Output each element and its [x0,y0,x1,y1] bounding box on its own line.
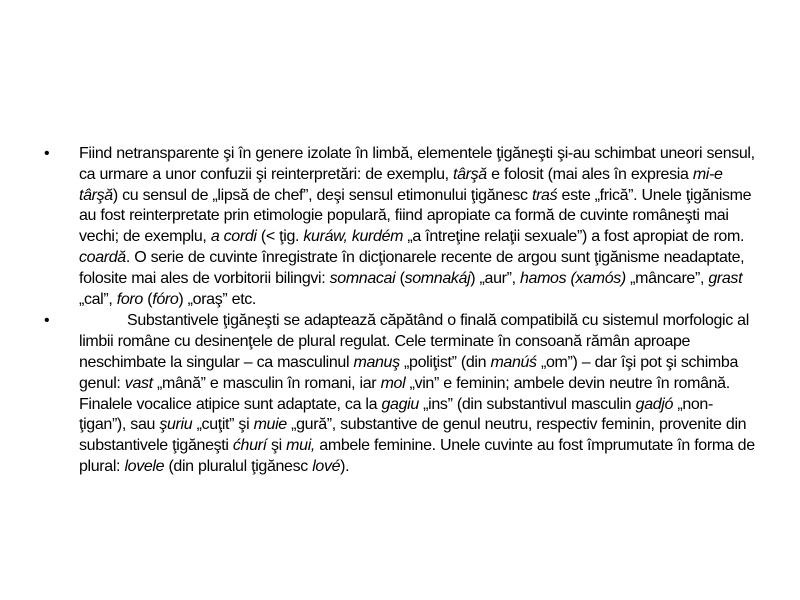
text-run: (< ţig. [256,228,304,246]
text-run: „mâncare”, [625,269,709,287]
italic-term: gadjó [635,395,674,413]
italic-term: gagiu [381,395,419,413]
italic-term: mi-e târşă [79,165,723,204]
bullet-item-1 [44,144,756,310]
text-run: „vin” e feminin; ambele devin neutre în română. Finalele vocalice atipice sunt adaptate, ca la [79,374,730,413]
text-run: ambele feminine. Unele cuvinte au fost împrumutate în forma de plural: [79,437,755,475]
bullet-item-2 [44,311,756,477]
bullet-list [44,144,756,479]
text-run: ) „aur”, [470,269,520,287]
text-run: (din pluralul ţigănesc [164,457,313,475]
italic-term: somnakáj [404,269,471,287]
italic-term: şuriu [159,416,193,434]
text-run: Fiind netransparente şi în genere izolate în limbă, elementele ţigăneşti şi-au schimbat uneori sensul, ca urmare a unor confuzii şi reinterpretări: de exemplu, [79,145,755,183]
italic-term: vast [124,374,153,392]
text-run: „gură”, substantive de genul neutru, respectiv feminin, provenite din substantivele ţigăneşti [79,416,747,455]
italic-term: kuráw, kurdém [303,228,404,246]
text-run: ) cu sensul de „lipsă de chef”, deşi sensul etimonului ţigănesc [112,186,532,204]
text-run: şi [266,437,287,455]
text-run: e folosit (mai ales în expresia [486,165,693,183]
italic-term: lovele [124,457,165,475]
text-run: „mână” e masculin în romani, iar [152,374,381,392]
text-run: „cal”, [79,290,117,308]
italic-term: traś [531,186,558,204]
text-run: ) „oraş” etc. [178,290,257,308]
italic-term: hamos (xamós) [519,269,626,287]
text-run: „non-ţigan”), sau [79,395,713,434]
text-run: ). [340,457,350,475]
text-run: . O serie de cuvinte înregistrate în dicţionarele recente de argou sunt ţigănisme neadaptate, folosite mai ales de vorbitorii bilingvi: [79,248,745,287]
text-run: „om”) – dar îşi pot şi schimba genul: [79,353,738,392]
italic-term: muie [253,416,287,434]
bullet-icon: • [44,312,50,330]
italic-term: somnacai [329,269,396,287]
paragraph-1 [79,144,756,310]
italic-term: manúś [490,353,537,371]
italic-term: a cordi [210,228,257,246]
text-run: „poliţist” (din [399,353,491,371]
bullet-icon: • [44,145,50,162]
italic-term: mol [380,374,406,392]
italic-term: fóro [152,290,179,308]
text-run: „ins” (din substantivul masculin [418,395,636,413]
italic-term: grast [708,269,743,287]
italic-term: târşă [453,165,487,183]
text-run: ( [142,290,153,308]
text-run: ( [395,269,405,287]
italic-term: foro [116,290,143,308]
italic-term: manuş [353,353,400,371]
italic-term: mui, [286,437,315,455]
paragraph-2 [79,311,756,477]
text-run: Substantivele ţigăneşti se adaptează căpătând o finală compatibilă cu sistemul morfologic al limbii române cu desinenţele de plural regulat. Cele terminate în consoană rămân aproape neschimbate la singular – ca masculinul [79,312,749,371]
text-run: „a întreţine relaţii sexuale”) a fost apropiat de rom. [403,228,745,246]
italic-term: lové [312,457,341,475]
italic-term: ćhurí [232,437,267,455]
text-run: „cuţit” şi [192,416,254,434]
italic-term: coardă [79,248,126,266]
text-run: este „frică”. Unele ţigănisme au fost reinterpretate prin etimologie populară, fiind apropiate ca formă de cuvinte româneşti mai vechi; de exemplu, [79,186,752,246]
